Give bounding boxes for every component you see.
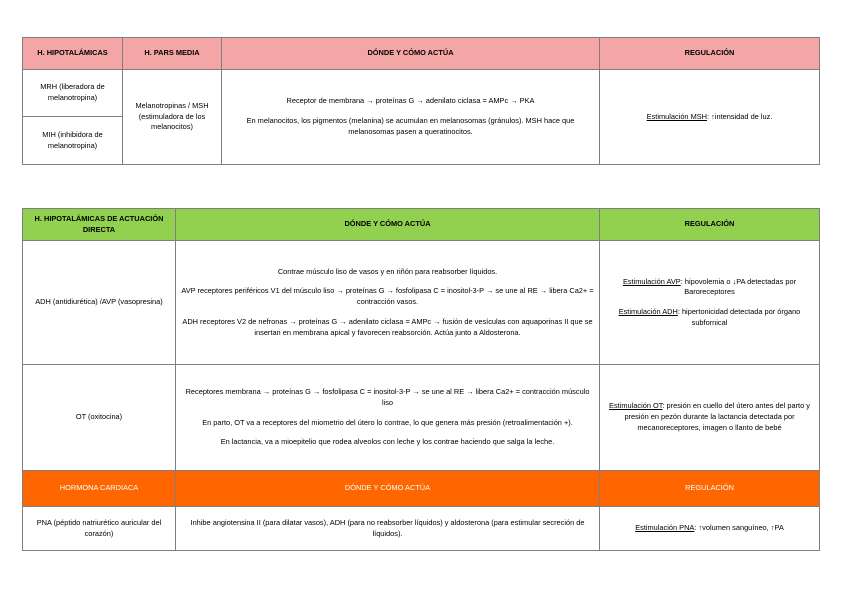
- adh-regulation-cell: [600, 241, 820, 365]
- msh-action-mechanism: Receptor de membrana → proteínas G → adenilato ciclasa = AMPc → PKA: [286, 96, 535, 106]
- ot-action-p3: En lactancia, va a mioepitelio que rodea alveolos con leche y los contrae haciendo que salga la leche.: [220, 437, 555, 447]
- avp-regulation: [605, 277, 814, 298]
- avp-regulation-text: : hipovolemia o ↓PA detectadas por Baroreceptores: [680, 276, 797, 297]
- mih-cell: MIH (inhibidora de melanotropina): [23, 117, 123, 165]
- pna-regulation-text: : ↑volumen sanguíneo, ↑PA: [694, 523, 784, 533]
- ot-regulation-text: : presión en cuello del útero antes del parto y presión en pezón durante la lactancia detectada por mecanoreceptores, imagen o llanto de bebé: [624, 401, 810, 432]
- adh-action-p3: ADH receptores V2 de nefronas → proteínas G → adenilato ciclasa = AMPc → fusión de vesículas con aquaporinas II que se insertan en membrana apical y favorecen reabsorción. Actúa junto a Aldosterona.: [182, 316, 593, 337]
- ot-action-cell: [176, 365, 600, 471]
- pna-regulation-cell: [600, 507, 820, 551]
- adh-regulation-text: : hipertonicidad detectada por órgano subfornical: [677, 307, 801, 327]
- header-regulacion: REGULACIÓN: [600, 38, 820, 70]
- mrh-cell: MRH (liberadora de melanotropina): [23, 70, 123, 117]
- msh-regulation-text: : ↑intensidad de luz.: [707, 111, 773, 121]
- header-pars-media: H. PARS MEDIA: [123, 38, 222, 70]
- hormones-table: [22, 208, 820, 551]
- msh-action-cell: [222, 70, 600, 165]
- adh-action-cell: [176, 241, 600, 365]
- adh-action-p1: Contrae músculo liso de vasos y en riñón para reabsorber líquidos.: [277, 266, 498, 276]
- ot-regulation-cell: [600, 365, 820, 471]
- pna-name-cell: PNA (péptido natriurético auricular del corazón): [23, 507, 176, 551]
- adh-regulation-label: Estimulación ADH: [618, 307, 678, 316]
- header-actuacion-directa: H. HIPOTALÁMICAS DE ACTUACIÓN DIRECTA: [23, 209, 176, 241]
- melanotropin-table: [22, 37, 820, 165]
- ot-regulation-label: Estimulación OT: [609, 401, 663, 411]
- header-hormona-cardiaca: HORMONA CARDIACA: [23, 471, 176, 507]
- ot-action-p1: Receptores membrana → proteínas G → fosfolipasa C = inositol-3-P → se une al RE → libera Ca2+ = contracción músculo liso: [185, 387, 590, 407]
- avp-regulation-label: Estimulación AVP: [622, 276, 681, 286]
- pars-media-cell: Melanotropinas / MSH (estimuladora de los melanocitos): [123, 70, 222, 165]
- msh-regulation-label: Estimulación MSH: [646, 111, 708, 121]
- pna-regulation-label: Estimulación PNA: [635, 523, 695, 533]
- header-hipotalamicas: H. HIPOTALÁMICAS: [23, 38, 123, 70]
- msh-action-melanocytes: En melanocitos, los pigmentos (melanina) se acumulan en melanosomas (gránulos). MSH hace que melanosomas pasen a queratinocitos.: [246, 116, 575, 136]
- header-donde-actua: DÓNDE Y CÓMO ACTÚA: [222, 38, 600, 70]
- pna-action-cell: Inhibe angiotensina II (para dilatar vasos), ADH (para no reabsorber líquidos) y aldosterona (para estimular secreción de líquidos).: [176, 507, 600, 551]
- header-regulacion-3: REGULACIÓN: [600, 471, 820, 507]
- adh-action-p2: AVP receptores periféricos V1 del músculo liso → proteínas G → fosfolipasa C = inositol-3-P → se une al RE → libera Ca2+ = contracción vasos.: [181, 286, 594, 307]
- header-donde-actua-3: DÓNDE Y CÓMO ACTÚA: [176, 471, 600, 507]
- ot-action-p2: En parto, OT va a receptores del miometrio del útero lo contrae, lo que genera más presión (retroalimentación +).: [202, 417, 573, 427]
- ot-name-cell: OT (oxitocina): [23, 365, 176, 471]
- header-regulacion-2: REGULACIÓN: [600, 209, 820, 241]
- adh-regulation: [605, 307, 814, 328]
- msh-regulation-cell: [600, 70, 820, 165]
- header-donde-actua-2: DÓNDE Y CÓMO ACTÚA: [176, 209, 600, 241]
- adh-name-cell: ADH (antidiurética) /AVP (vasopresina): [23, 241, 176, 365]
